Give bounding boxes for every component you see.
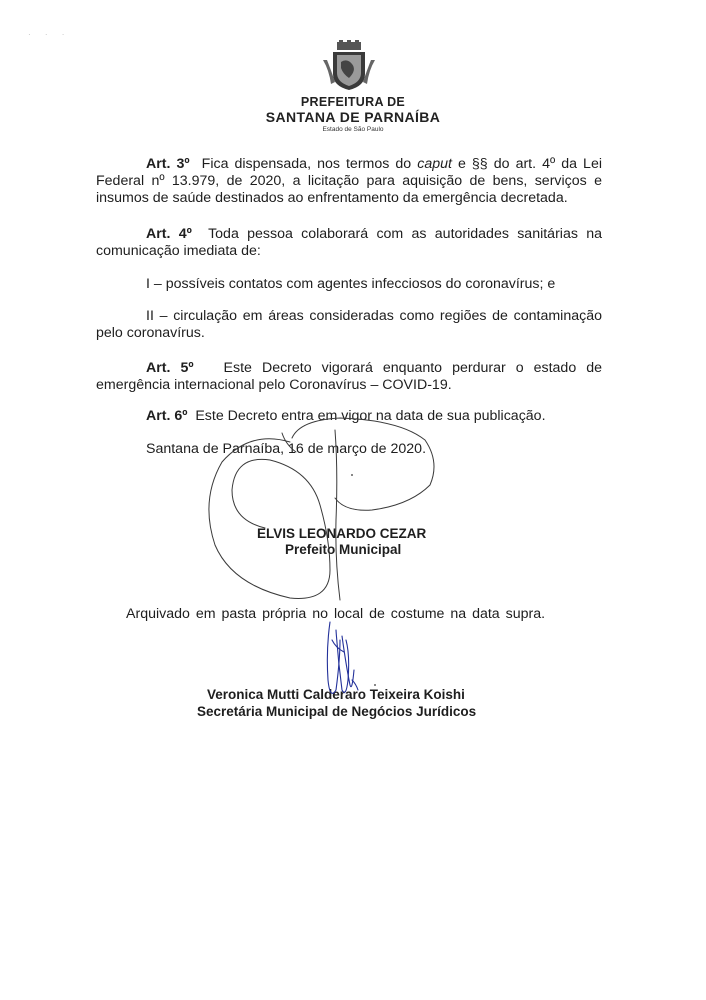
org-state: Estado de São Paulo [322, 126, 384, 133]
secretary-title: Secretária Municipal de Negócios Jurídicos [197, 704, 477, 719]
mayor-name: ELVIS LEONARDO CEZAR [257, 526, 427, 541]
article-3-caput: caput [417, 156, 452, 172]
archive-note: Arquivado em pasta própria no local de costume na data supra. [126, 606, 546, 622]
article-6-text: Este Decreto entra em vigor na data de sua publicação. [195, 408, 546, 424]
article-4-item-1: I – possíveis contatos com agentes infecciosos do coronavírus; e [146, 276, 556, 292]
article-5-text: Este Decreto vigorará enquanto perdurar o estado de emergência internacional pelo Coronavírus – COVID-19. [96, 360, 602, 393]
article-3-text-b: e §§ do art. 4º da Lei Federal nº 13.979, de 2020, a licitação para aquisição de bens, serviços e insumos de saúde destinados ao enfrentamento da emergência decretada. [96, 156, 602, 206]
article-3-text-a: Fica dispensada, nos termos do [201, 156, 418, 172]
article-3 [96, 156, 602, 207]
org-heading: PREFEITURA DE [300, 95, 406, 109]
org-name: SANTANA DE PARNAÍBA [265, 109, 441, 125]
article-4-item-2: II – circulação em áreas consideradas como regiões de contaminação pelo coronavírus. [96, 308, 602, 341]
secretary-signature [327, 622, 358, 693]
article-3-label: Art. 3º [146, 156, 190, 172]
date-line: Santana de Parnaíba, 16 de março de 2020. [146, 441, 427, 457]
article-5-label: Art. 5º [146, 360, 194, 376]
article-4-text: Toda pessoa colaborará com as autoridades sanitárias na comunicação imediata de: [96, 226, 602, 259]
scan-mark: · · · [28, 30, 71, 39]
article-5 [96, 360, 602, 394]
article-6-label: Art. 6º [146, 408, 188, 424]
article-6 [146, 408, 546, 425]
secretary-name: Veronica Mutti Calderaro Teixeira Koishi [207, 687, 465, 702]
mayor-title: Prefeito Municipal [285, 542, 402, 557]
article-4-label: Art. 4º [146, 226, 192, 242]
coat-of-arms-icon [319, 40, 379, 92]
article-4 [96, 226, 602, 260]
